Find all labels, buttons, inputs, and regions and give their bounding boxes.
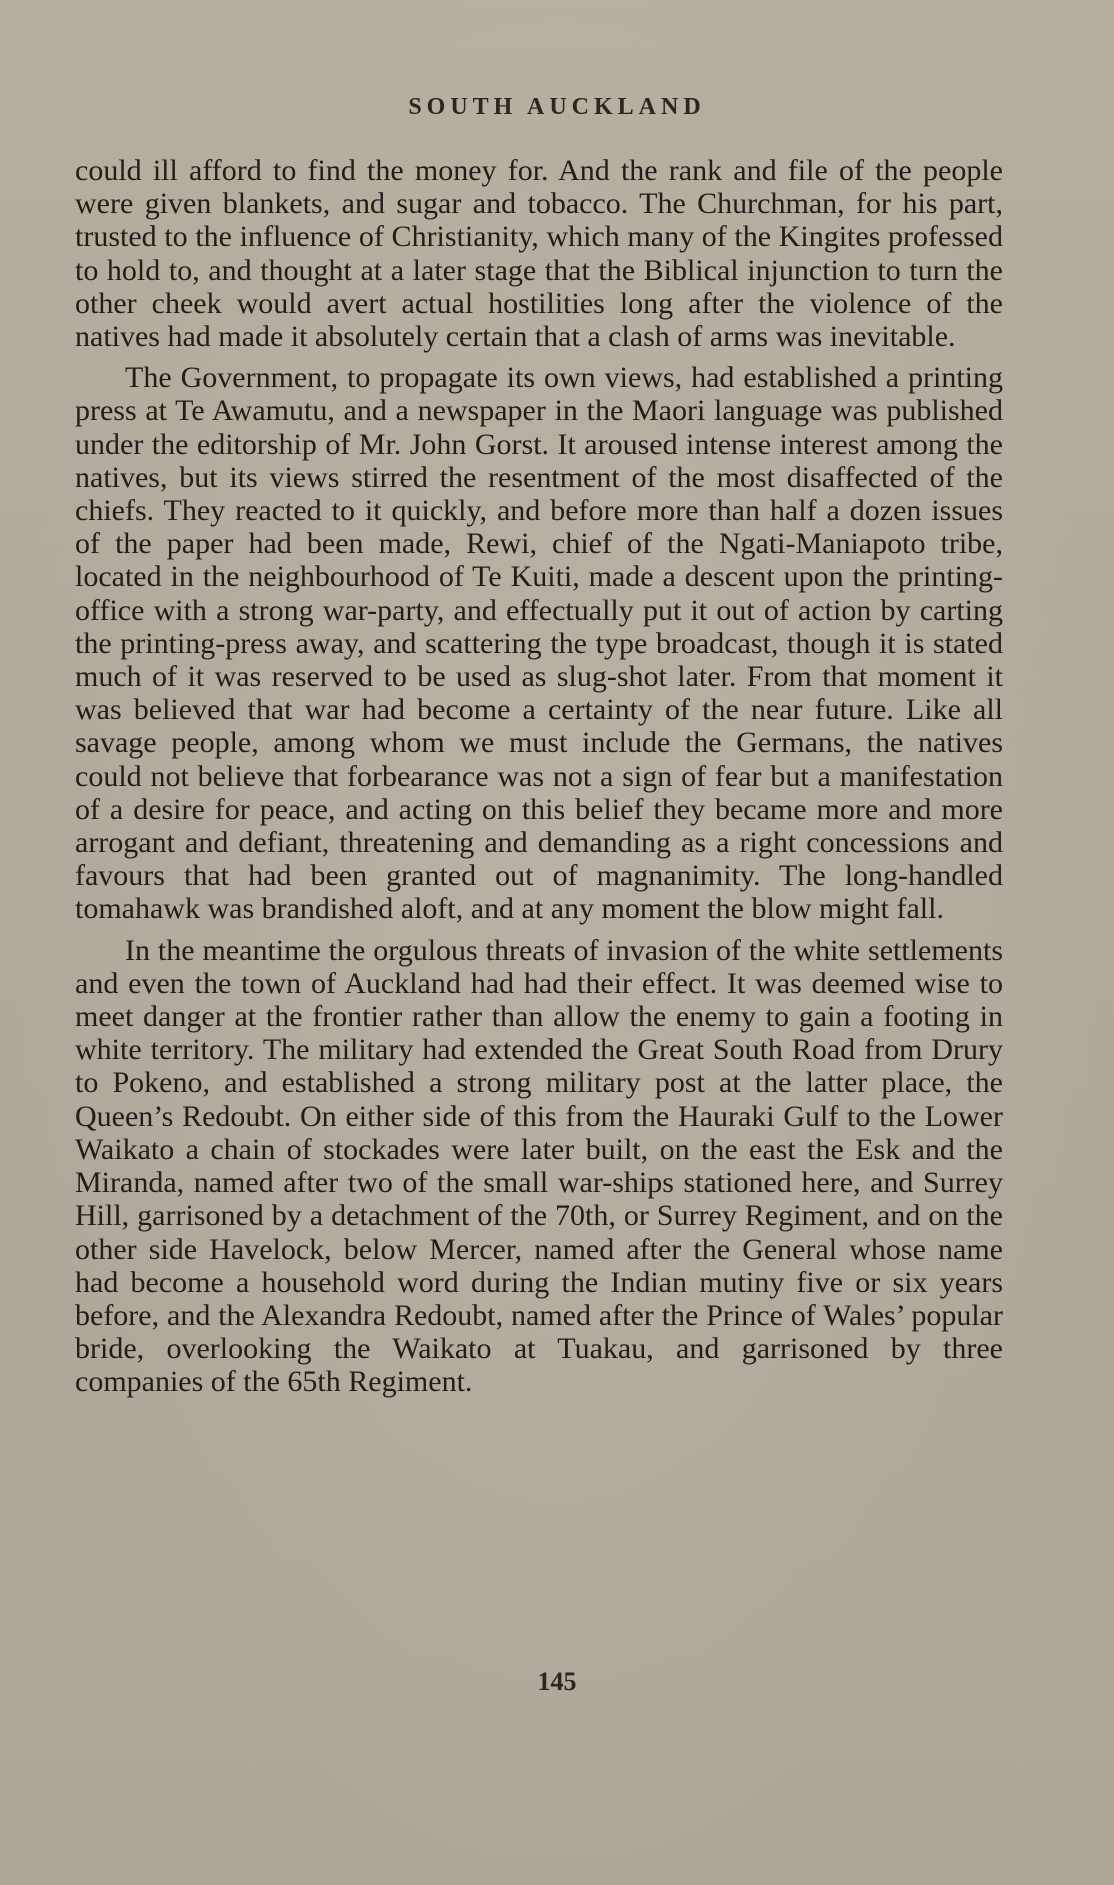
running-head: SOUTH AUCKLAND <box>408 94 706 120</box>
paragraph-1: could ill afford to find the money for. And the rank and file of the people were given blankets, and sugar and tobacco. The Churchman, for his part, trusted to the influence of Christianity, which many of the Kingites professed to hold to, and thought at a later stage that the Biblical injunction to turn the other cheek would avert actual hostilities long after the violence of the natives had made it absolutely certain that a clash of arms was inevitable. <box>75 154 1003 354</box>
paragraph-3: In the meantime the orgulous threats of invasion of the white settlements and even the town of Auckland had had their effect. It was deemed wise to meet danger at the frontier rather than allow the enemy to gain a footing in white territory. The military had extended the Great South Road from Drury to Pokeno, and established a strong military post at the latter place, the Queen’s Redoubt. On either side of this from the Hauraki Gulf to the Lower Waikato a chain of stockades were later built, on the east the Esk and the Miranda, named after two of the small war-ships stationed here, and Surrey Hill, garrisoned by a detachment of the 70th, or Surrey Regiment, and on the other side Havelock, below Mercer, named after the General whose name had become a household word during the Indian mutiny five or six years before, and the Alexandra Redoubt, named after the Prince of Wales’ popular bride, overlooking the Waikato at Tuakau, and garrisoned by three companies of the 65th Regiment. <box>75 933 1003 1399</box>
paragraph-2: The Government, to propagate its own views, had established a printing press at Te Awamutu, and a newspaper in the Maori language was published under the editorship of Mr. John Gorst. It aroused intense interest among the natives, but its views stirred the resentment of the most disaffected of the chiefs. They reacted to it quickly, and before more than half a dozen issues of the paper had been made, Rewi, chief of the Ngati-Maniapoto tribe, located in the neighbourhood of Te Kuiti, made a descent upon the printing-office with a strong war-party, and effectually put it out of action by carting the printing-press away, and scattering the type broadcast, though it is stated much of it was reserved to be used as slug-shot later. From that moment it was believed that war had become a certainty of the near future. Like all savage people, among whom we must include the Germans, the natives could not believe that forbearance was not a sign of fear but a manifestation of a desire for peace, and acting on this belief they became more and more arrogant and defiant, threatening and demanding as a right concessions and favours that had been granted out of magnanimity. The long-handled tomahawk was brandished aloft, and at any moment the blow might fall. <box>75 361 1003 926</box>
page-number: 145 <box>537 1667 577 1696</box>
body-text <box>75 154 1003 1399</box>
